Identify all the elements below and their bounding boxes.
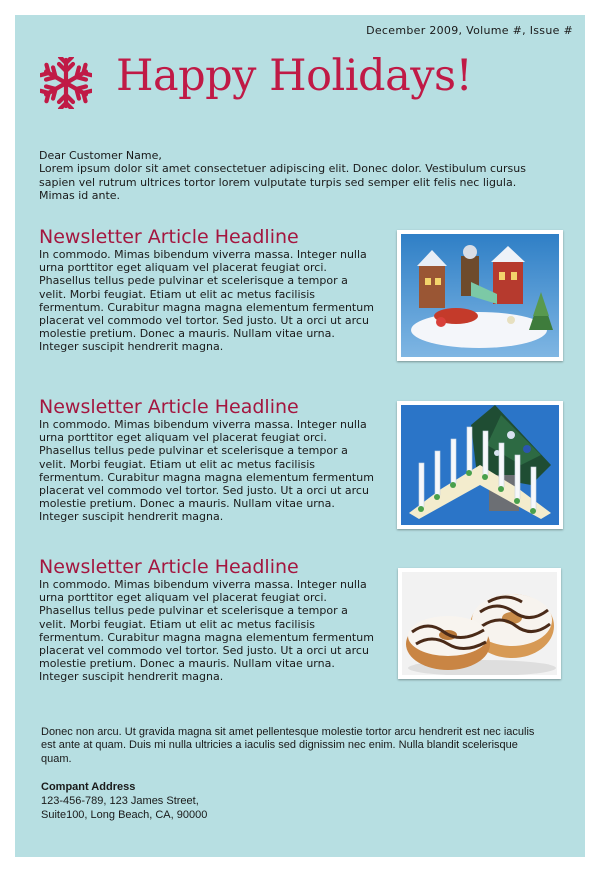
address-line-1: 123-456-789, 123 James Street, xyxy=(41,795,199,807)
address-title: Compant Address xyxy=(41,781,136,793)
page-title: Happy Holidays! xyxy=(116,51,473,101)
article-headline[interactable]: Newsletter Article Headline xyxy=(39,226,299,248)
salutation: Dear Customer Name, xyxy=(39,149,162,162)
article-body: In commodo. Mimas bibendum viverra massa. Integer nulla urna porttitor eget aliquam vel placerat feugiat orci. Phasellus tellus pede pulvinar et scelerisque a tempor a velit. Morbi feugiat. Etiam ut elit ac metus facilisis fermentum. Curabitur magna magna elementum fermentum placerat vel commodo vel tortor. Sed justo. Ut a orci ut arcu molestie pretium. Donec a mauris. Nullam vitae urna. Integer suscipit hendrerit magna. xyxy=(39,578,374,684)
donuts-photo xyxy=(398,568,561,679)
newsletter-page xyxy=(15,15,585,857)
company-address xyxy=(41,780,341,822)
snowflake-icon xyxy=(40,57,92,109)
article-headline[interactable]: Newsletter Article Headline xyxy=(39,396,299,418)
closing-text: Donec non arcu. Ut gravida magna sit amet pellentesque molestie tortor arcu hendrerit est nec iaculis est ante at quam. Duis mi nulla ultricies a iaculis sed dignissim nec enim. Nulla blandit scelerisque quam. xyxy=(41,726,535,765)
greeting-text: Lorem ipsum dolor sit amet consectetuer adipiscing elit. Donec dolor. Vestibulum cursus sapien vel rutrum ultrices tortor lorem vulputate turpis sed semper elit felis nec ligula. Mimas id ante. xyxy=(39,162,526,202)
article-headline[interactable]: Newsletter Article Headline xyxy=(39,556,299,578)
candle-arch-photo xyxy=(397,401,563,529)
christmas-village-photo xyxy=(397,230,563,361)
dateline: December 2009, Volume #, Issue # xyxy=(366,24,573,37)
greeting-block xyxy=(39,149,544,202)
address-line-2: Suite100, Long Beach, CA, 90000 xyxy=(41,809,208,821)
article-body: In commodo. Mimas bibendum viverra massa. Integer nulla urna porttitor eget aliquam vel placerat feugiat orci. Phasellus tellus pede pulvinar et scelerisque a tempor a velit. Morbi feugiat. Etiam ut elit ac metus facilisis fermentum. Curabitur magna magna elementum fermentum placerat vel commodo vel tortor. Sed justo. Ut a orci ut arcu molestie pretium. Donec a mauris. Nullam vitae urna. Integer suscipit hendrerit magna. xyxy=(39,418,374,524)
article-body: In commodo. Mimas bibendum viverra massa. Integer nulla urna porttitor eget aliquam vel placerat feugiat orci. Phasellus tellus pede pulvinar et scelerisque a tempor a velit. Morbi feugiat. Etiam ut elit ac metus facilisis fermentum. Curabitur magna magna elementum fermentum placerat vel commodo vel tortor. Sed justo. Ut a orci ut arcu molestie pretium. Donec a mauris. Nullam vitae urna. Integer suscipit hendrerit magna. xyxy=(39,248,374,354)
